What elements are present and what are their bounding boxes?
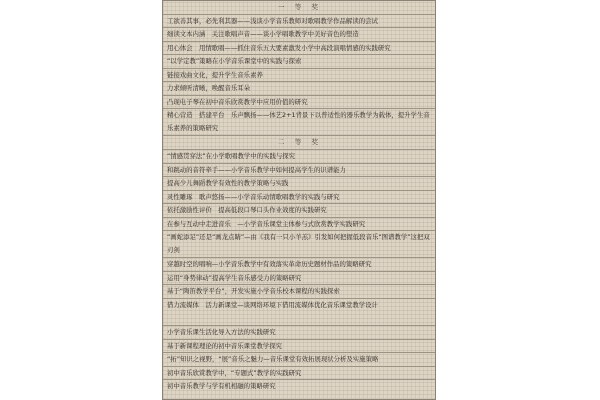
second-prize-item: 初中音乐教学与学有机相融的策略研究	[167, 382, 276, 391]
second-prize-item: 小学音乐课生活化导入方法的实践研究	[163, 326, 435, 340]
first-prize-item: 精心营造 搭建平台 乐声飘扬——体艺2+1背景下以普适性的器乐教学为载体，提升学生音乐素养的策略研究	[163, 109, 435, 136]
second-prize-item: “画蛇添足”还是“画龙点睛”—由《我有一只小羊羔》引发如何把握低段音乐“图谱教学”这把双刃剑	[163, 231, 435, 258]
first-prize-item: 链接戏曲文化，提升学生音乐素养	[163, 69, 435, 83]
second-prize-item: 借力流媒体 活力新课堂—谈网络环境下借用流媒体优化音乐课堂教学设计	[163, 299, 435, 326]
award-list-document	[162, 0, 436, 400]
second-prize-item: 和跳动的音符牵手——小学音乐教学中如何提高学生的识谱能力	[163, 164, 435, 178]
second-prize-item: 提高少儿舞蹈教学有效性的教学策略与实践	[163, 177, 435, 191]
second-prize-item: 基于“陶笛教学平台”，开发实施小学音乐校本课程的实践探索	[163, 285, 435, 299]
second-prize-item: 依托激励性评价 提高低段口琴口头作业效度的实践研究	[163, 204, 435, 218]
second-prize-item: 初中音乐欣赏教学中，“专题式”教学的实践研究	[163, 367, 435, 381]
second-prize-item: 基于新课程理论的初中音乐课堂教学探究	[163, 340, 435, 354]
second-prize-item: “拓”知识之视野，“展”音乐之魅力—音乐课堂有效拓展现状分析及实施策略	[163, 353, 435, 367]
first-prize-item: 力求倾听清晰，唤醒音乐耳朵	[163, 82, 435, 96]
first-prize-item: 工欲善其事，必先利其器——浅谈小学音乐教师对歌唱教学作品解读的尝试	[163, 15, 435, 29]
second-prize-heading: 二 等 奖	[163, 136, 435, 150]
second-prize-item: 灵性雕琢 歌声悠扬——小学音乐动情歌唱教学的实践与研究	[163, 191, 435, 205]
second-prize-item: 在参与互动中走进音乐 —小学音乐课堂主体参与式欣赏教学实践研究	[163, 218, 435, 232]
first-prize-item: 凸现电子琴在初中音乐欣赏教学中应用价值的研究	[163, 96, 435, 110]
second-prize-item: 穿越时空的唱响—小学音乐教学中有效落实革命历史题材作品的策略研究	[163, 258, 435, 272]
second-prize-item: 运用“身势律动”提高学生音乐感受力的策略研究	[163, 272, 435, 286]
first-prize-item: “以学定教”策略在小学音乐课堂中的实践与探索	[163, 55, 435, 69]
first-prize-item: 细读文本内涵 关注歌唱声音——谈小学唱歌教学中美好音色的塑造	[163, 28, 435, 42]
second-prize-item: “情感贯穿法”在小学歌唱教学中的实践与探究	[163, 150, 435, 164]
first-prize-item: 用心体会 用情歌唱——抓住音乐五大要素激发小学中高段演唱情感的实践研究	[163, 42, 435, 56]
first-prize-heading: 一 等 奖	[163, 1, 435, 15]
